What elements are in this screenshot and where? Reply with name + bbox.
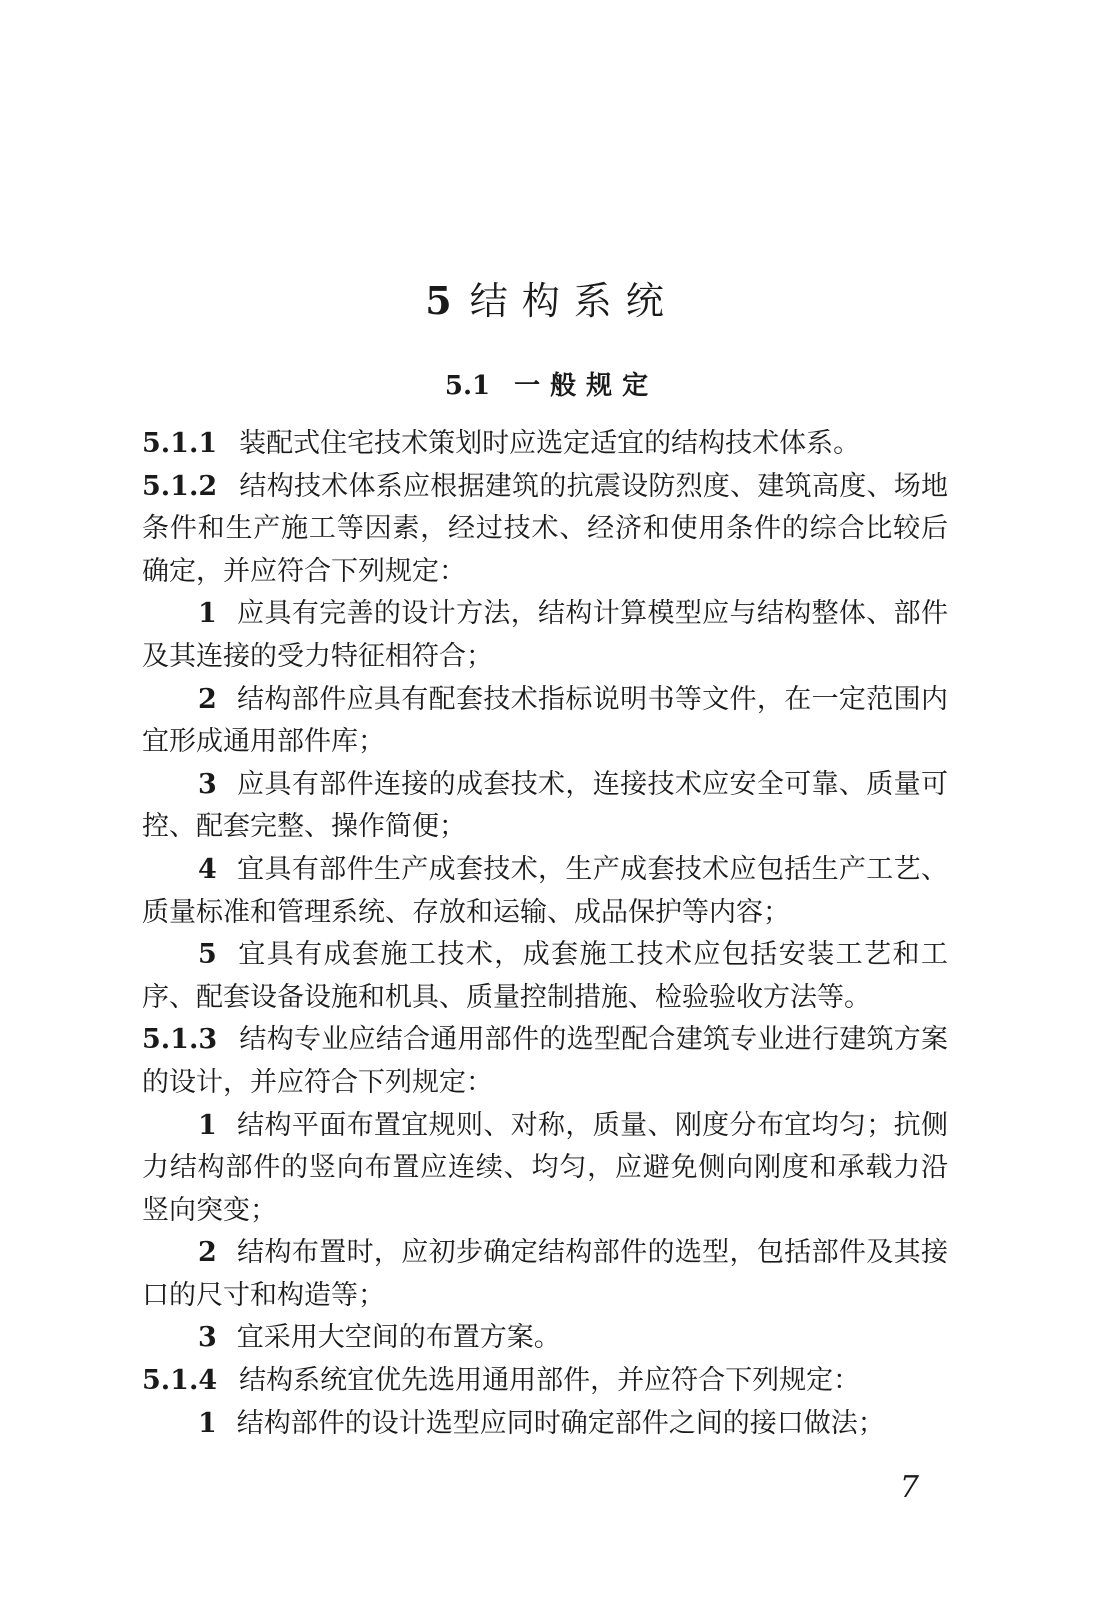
list-item [142,849,948,934]
clause-number: 5.1.2 [142,470,218,502]
list-item [142,1105,948,1233]
clause-text: 结构专业应结合通用部件的选型配合建筑专业进行建筑方案的设计，并应符合下列规定： [142,1024,948,1098]
item-text: 宜具有部件生产成套技术，生产成套技术应包括生产工艺、质量标准和管理系统、存放和运输、成品保护等内容； [142,853,948,928]
clause-5-1-3 [142,1019,948,1104]
item-number: 1 [198,1407,217,1439]
clause-number: 5.1.3 [142,1024,218,1056]
item-text: 结构部件应具有配套技术指标说明书等文件，在一定范围内宜形成通用部件库； [142,683,948,758]
chapter-number: 5 [425,278,452,323]
item-text: 宜采用大空间的布置方案。 [236,1322,561,1354]
item-text: 宜具有成套施工技术，成套施工技术应包括安装工艺和工序、配套设备设施和机具、质量控制措施、检验验收方法等。 [142,939,948,1013]
list-item [142,1232,948,1317]
list-item [142,764,948,849]
item-number: 5 [198,939,217,971]
chapter-title-text: 结构系统 [469,279,678,323]
item-text: 应具有完善的设计方法，结构计算模型应与结构整体、部件及其连接的受力特征相符合； [142,598,948,672]
item-number: 1 [198,598,217,630]
clause-number: 5.1.4 [142,1365,218,1397]
item-text: 应具有部件连接的成套技术，连接技术应安全可靠、质量可控、配套完整、操作简便； [142,768,948,843]
item-number: 2 [198,683,217,715]
list-item [142,593,948,678]
list-item [142,934,948,1019]
item-number: 4 [198,853,217,885]
clause-5-1-4 [142,1360,948,1403]
section-title-text: 一般规定 [514,371,659,401]
section-number: 5.1 [444,371,491,401]
clause-text: 结构技术体系应根据建筑的抗震设防烈度、建筑高度、场地条件和生产施工等因素，经过技术、经济和使用条件的综合比较后确定，并应符合下列规定： [142,470,948,587]
body-text [142,423,948,1445]
list-item [142,1403,948,1446]
chapter-title [0,270,1103,325]
clause-text: 结构系统宜优先选用通用部件，并应符合下列规定： [239,1365,861,1397]
item-text: 结构布置时，应初步确定结构部件的选型，包括部件及其接口的尺寸和构造等； [142,1237,948,1311]
list-item [142,679,948,764]
clause-5-1-2 [142,466,948,594]
item-number: 3 [198,768,217,800]
item-text: 结构部件的设计选型应同时确定部件之间的接口做法； [236,1407,885,1439]
list-item [142,1317,948,1360]
section-title [0,365,1103,402]
item-number: 1 [198,1109,217,1141]
page-number: 7 [899,1470,919,1505]
clause-text: 装配式住宅技术策划时应选定适宜的结构技术体系。 [239,428,861,459]
item-number: 3 [198,1322,217,1354]
item-text: 结构平面布置宜规则、对称，质量、刚度分布宜均匀；抗侧力结构部件的竖向布置应连续、均匀，应避免侧向刚度和承载力沿竖向突变； [142,1109,948,1226]
item-number: 2 [198,1237,217,1269]
clause-5-1-1 [142,423,948,466]
clause-number: 5.1.1 [142,428,218,459]
